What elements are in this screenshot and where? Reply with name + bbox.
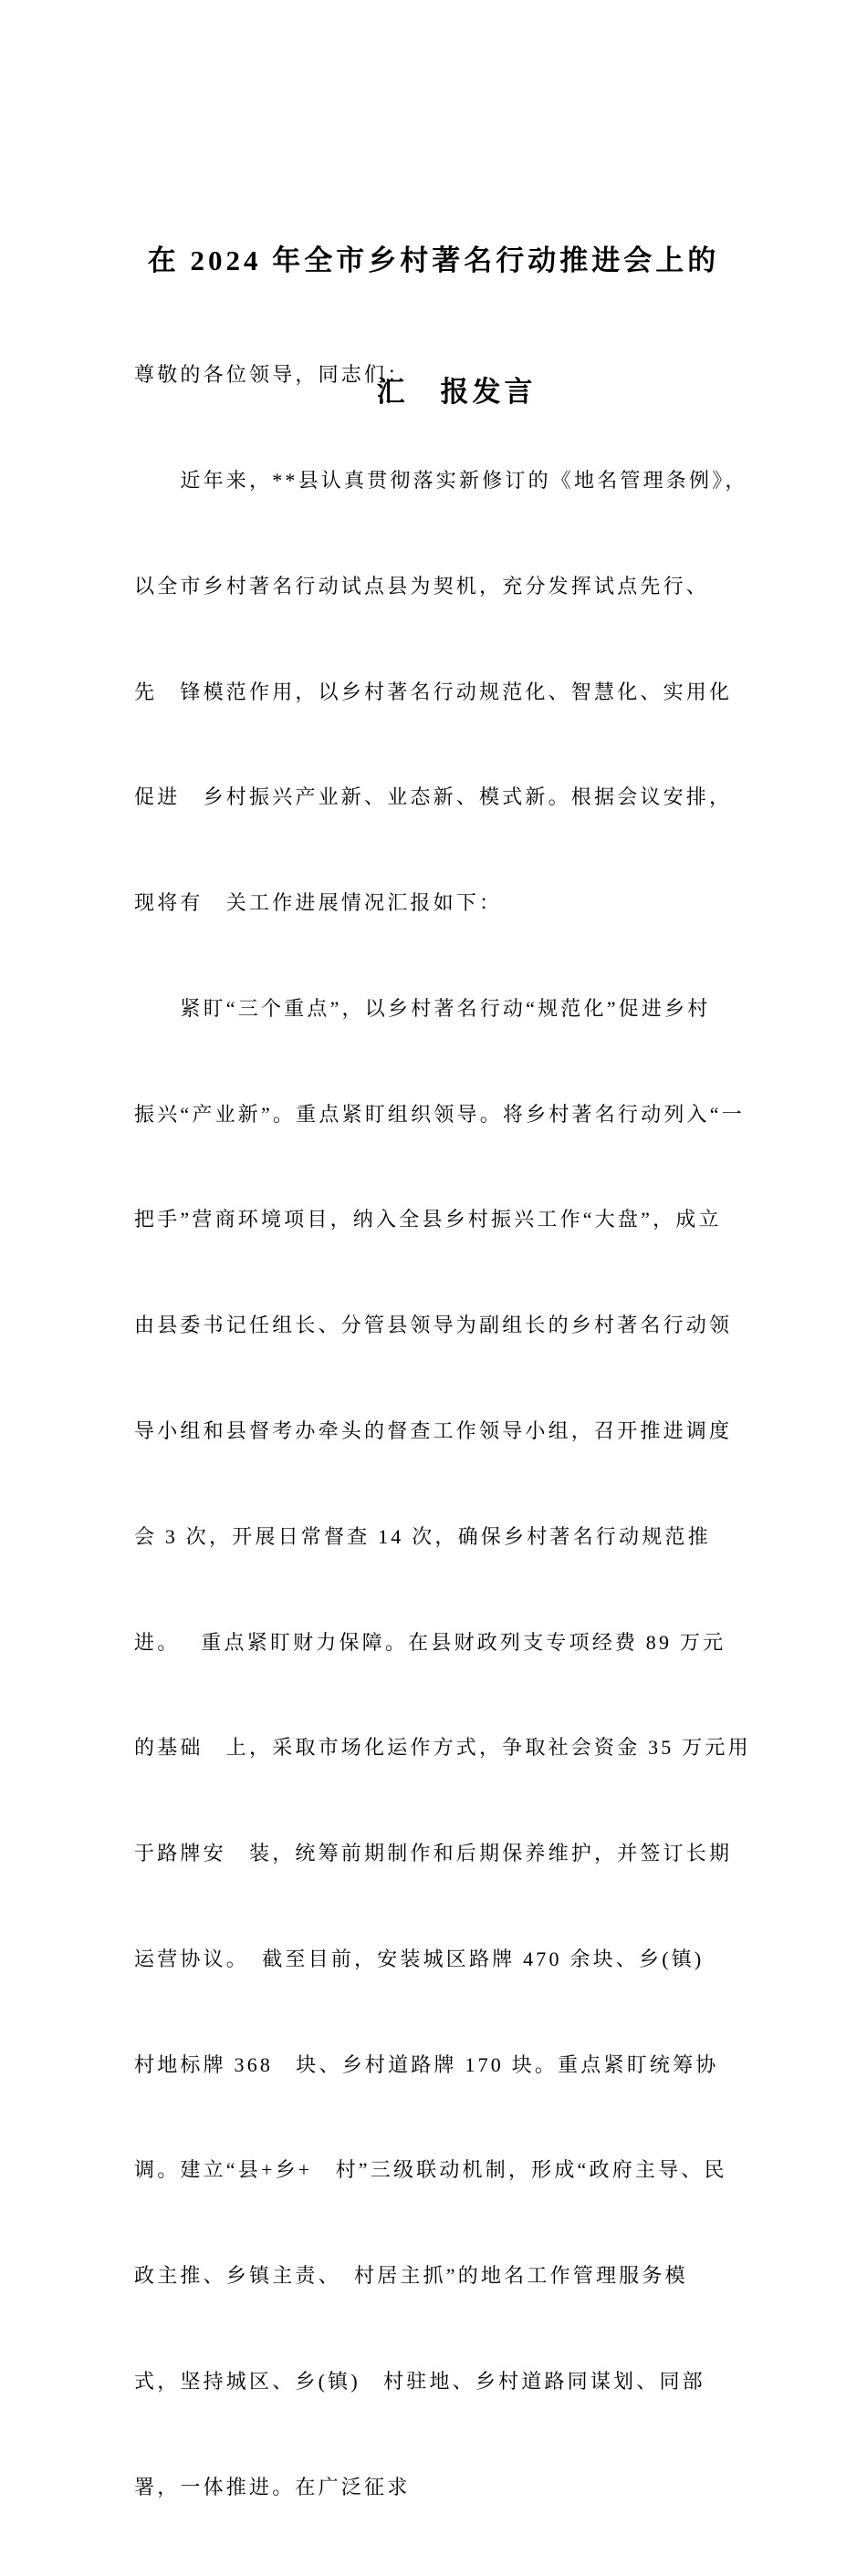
document-body (134, 287, 764, 2576)
document-line: 署，一体推进。在广泛征求 (134, 2475, 411, 2498)
document-line: 村地标牌 368 块、乡村道路牌 170 块。重点紧盯统筹协 (134, 2052, 719, 2076)
document-line: 以全市乡村著名行动试点县为契机，充分发挥试点先行、 (134, 574, 710, 597)
document-line: 把手”营商环境项目，纳入全县乡村振兴工作“大盘”，成立 (134, 1208, 722, 1231)
document-line: 式，坚持城区、乡(镇) 村驻地、乡村道路同谋划、同部 (134, 2370, 705, 2394)
document-line: 会 3 次，开展日常督查 14 次，确保乡村著名行动规范推 (134, 1524, 711, 1548)
document-line: 于路牌安 装，统筹前期制作和后期保养维护，并签订长期 (134, 1842, 733, 1865)
document-line: 调。建立“县+乡+ 村”三级联动机制，形成“政府主导、民 (134, 2158, 727, 2182)
document-line: 的基础 上，采取市场化运作方式，争取社会资金 35 万元用 (134, 1736, 751, 1760)
document-line: 现将有 关工作进展情况汇报如下： (134, 891, 503, 915)
document-line: 紧盯“三个重点”，以乡村著名行动“规范化”促进乡村 (134, 996, 711, 1020)
document-line: 近年来，**县认真贯彻落实新修订的《地名管理条例》， (134, 468, 748, 492)
document-line: 进。 重点紧盯财力保障。在县财政列支专项经费 89 万元 (134, 1630, 726, 1654)
document-title-line-1: 在 2024 年全市乡村著名行动推进会上的 (147, 244, 720, 276)
document-line: 由县委书记任组长、分管县领导为副组长的乡村著名行动领 (134, 1314, 733, 1337)
document-line: 导小组和县督考办牵头的督查工作领导小组，召开推进调度 (134, 1419, 733, 1442)
document-line: 促进 乡村振兴产业新、业态新、模式新。根据会议安排， (134, 785, 733, 809)
document-line: 振兴“产业新”。重点紧盯组织领导。将乡村著名行动列入“一 (134, 1102, 745, 1126)
document-line: 运营协议。 截至目前，安装城区路牌 470 余块、乡(镇) (134, 1947, 705, 1970)
salutation-line: 尊敬的各位领导，同志们： (134, 363, 411, 387)
document-line: 先 锋模范作用，以乡村著名行动规范化、智慧化、实用化 (134, 680, 733, 703)
document-line: 政主推、乡镇主责、 村居主抓”的地名工作管理服务模 (134, 2264, 688, 2288)
document-title-line-2: 汇 报发言 (376, 376, 537, 408)
